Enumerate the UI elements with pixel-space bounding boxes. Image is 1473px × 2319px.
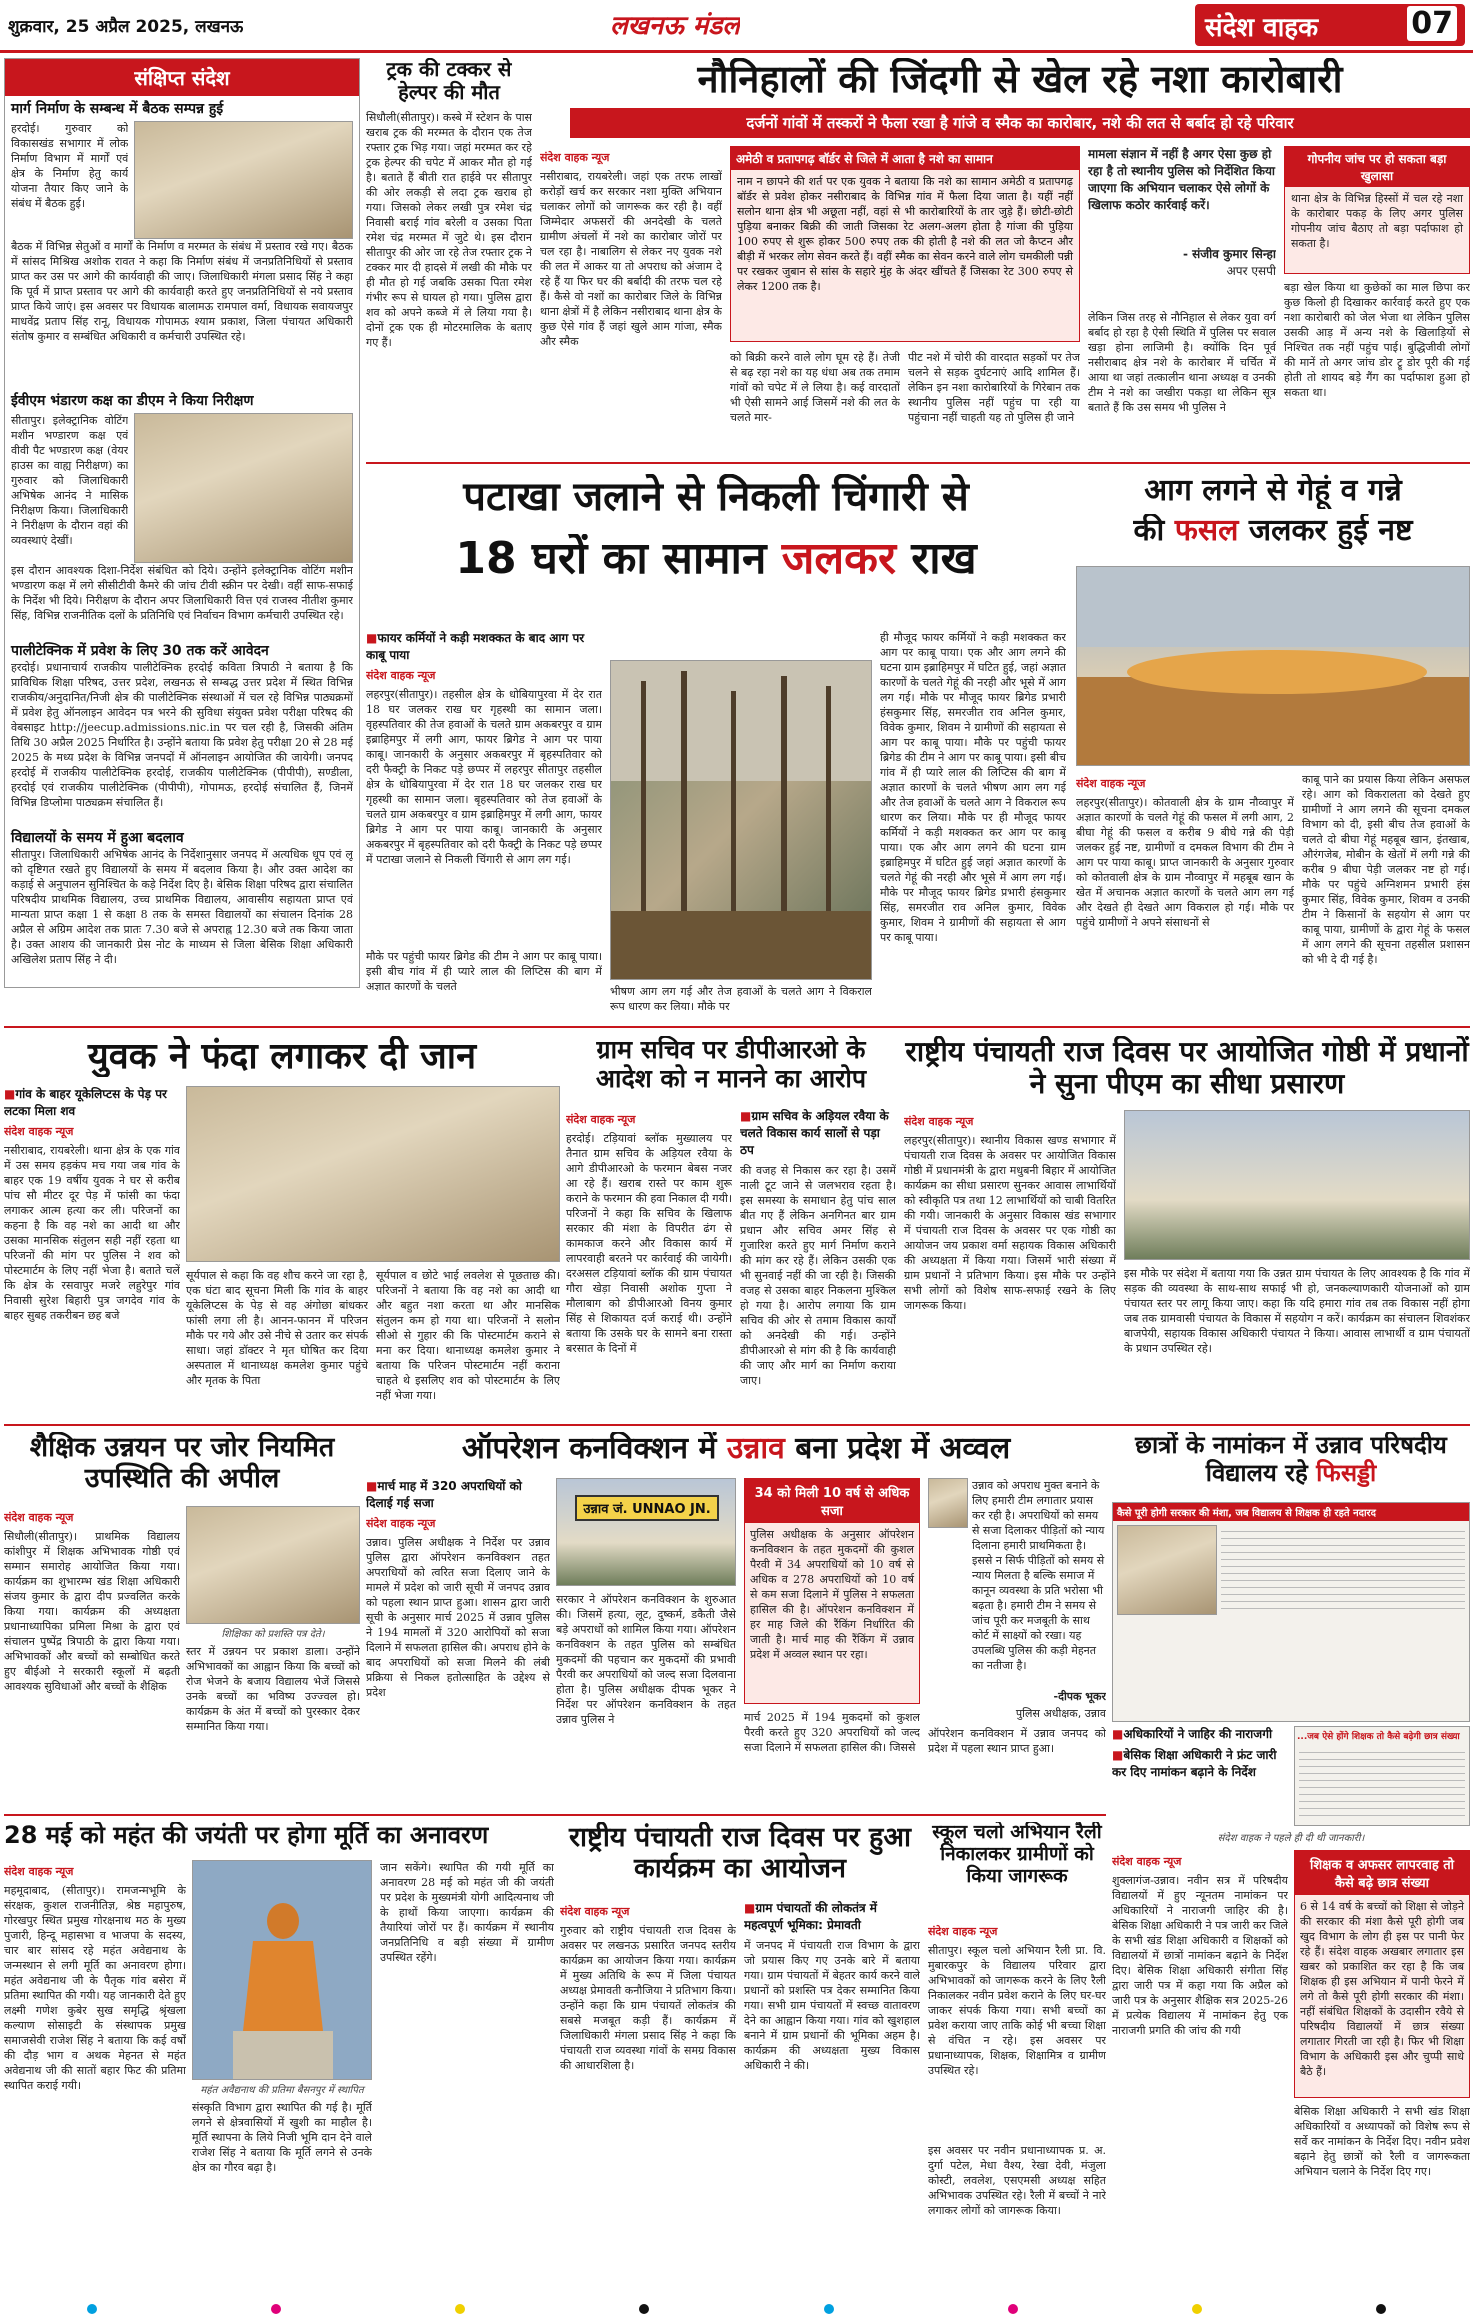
youth-sub: ■ गांव के बाहर यूकेलिप्टस के पेड़ पर लटका मिला शव [4, 1086, 180, 1120]
drug-body5: बड़ा खेल किया था कुछेकों का माल छिपा कर कुछ किलो ही दिखाकर कार्रवाई करते हुए एक नशा कारोबारी को जेल भेजा था लेकिन पुलिस उसकी आड़ में अन्य नशे के खिलाड़ियों से निश्चित तक नहीं पहुंच पाई। बुद्धिजीवी लोगों की मानें तो अगर जांच डोर ट्रू डोर पूरी की गई होती तो शायद बड़े गैंग का पर्दाफाश हुआ हो सकता था। [1284, 281, 1470, 399]
brief-header: संक्षिप्त संदेश [5, 59, 359, 96]
operation-quote-box [928, 1478, 1106, 1808]
fire1-caption: भीषण आग लग गई और तेज हवाओं के चलते आग ने विकराल रूप धारण कर लिया। मौके पर [610, 985, 872, 1013]
truck-headline: ट्रक की टक्कर से हेल्पर की मौत [386, 58, 512, 104]
divider-3 [4, 1424, 1470, 1426]
fire1-photo [610, 660, 872, 980]
operation-box [744, 1478, 920, 1704]
youth-col1 [4, 1086, 180, 1416]
school-headline: स्कूल चलो अभियान रैली निकालकर ग्रामीणों को किया जागरूक [932, 1822, 1102, 1887]
clip2-text-lines [1299, 1746, 1465, 1816]
fire1-headline-2c: राख [895, 534, 977, 584]
gram-body1: हरदोई। टड़ियावां ब्लॉक मुख्यालय पर तैनात ग्राम सचिव के अड़ियल रवैया के आगे डीपीआरओ के फरमान बेबस नजर आ रहे हैं। खराब रास्ते पर काम शुरू कराने के फरमान की हवा निकाल दी गयी। परिजनों ने कहा कि सचिव के खिलाफ सरकार की मंशा के विपरीत ढंग से कामकाज करने और विकास कार्य में लापरवाही बरतने पर कार्रवाई की जायेगी। दरअसल टड़ियावां ब्लॉक की ग्राम पंचायत गौरा खेड़ा निवासी अशोक गुप्ता ने मौलाबाग को डीपीआरओ विनय कुमार सिंह से शिकायत दर्ज कराई थी। उन्होंने बताया कि उसके घर के सामने बना रास्ता बरसात के दिनों में [566, 1132, 732, 1355]
students-col1 [1112, 1850, 1288, 2300]
sp-portrait [928, 1478, 968, 1528]
reg-dot [271, 2304, 281, 2314]
panchayat1-photo [1124, 1110, 1470, 1260]
panchayat1-body1: लहरपुर(सीतापुर)। स्थानीय विकास खण्ड सभागार में पंचायती राज दिवस के अवसर पर आयोजित विकास गोष्ठी में प्रधानमंत्री के द्वारा मधुबनी बिहार में आयोजित कार्यक्रम का सीधा प्रसारण सुनकर आवास लाभार्थियों को स्वीकृति पत्र तथा 12 लाभार्थियों को चाबी वितरित की गयी। जानकारी के अनुसार विकास खंड सभागार में पंचायती राज दिवस के अवसर पर एक गोष्ठी का आयोजन जय प्रकाश वर्मा सहायक विकास अधिकारी की अध्यक्षता में किया गया। जिसमें भारी संख्या में ग्राम प्रधानों ने प्रतिभाग किया। इस मौके पर उन्होंने सभी लोगों को विशेष साफ-सफाई रखने के लिए जागरूक किया। [904, 1134, 1116, 1312]
panchayat2-body1: गुरुवार को राष्ट्रीय पंचायती राज दिवस के अवसर पर लखनऊ प्रसारित जनपद स्तरीय कार्यक्रम का आयोजन किया गया। कार्यक्रम में मुख्य अतिथि के रूप में जिला पंचायत अध्यक्ष प्रेमावती कनौजिया ने प्रतिभाग किया। उन्होंने कहा कि ग्राम पंचायतें लोकतंत्र की सबसे मजबूत कड़ी हैं। कार्यक्रम में जिलाधिकारी मंगला प्रसाद सिंह ने कहा कि पंचायती राज व्यवस्था गांवों के समग्र विकास की आधारशिला है। [560, 1924, 736, 2072]
edu-body2: स्तर में उन्नयन पर प्रकाश डाला। उन्होंने अभिभावकों का आह्वान किया कि बच्चों को रोज भेजने के बजाय विद्यालय भेजें जिससे उनके बच्चों का भविष्य उज्ज्वल हो। कार्यक्रम के अंत में बच्चों को पुरस्कार देकर सम्मानित किया गया। [186, 1645, 360, 1733]
operation-headline [366, 1432, 1106, 1467]
drug-body4: लेकिन जिस तरह से नौनिहाल से लेकर युवा वर्ग बर्बाद हो रहा है ऐसी स्थिति में पुलिस पर सवाल खड़ा होना लाजिमी है। क्योंकि दिन पूर्व नसीराबाद क्षेत्र नशे के कारोबार में चर्चित में आया था जहां तत्कालीन थाना अध्यक्ष व उनकी टीम ने नशे का जखीरा पकड़ा था लेकिन सूत्र बताते हैं कि उस समय भी पुलिस ने [1088, 311, 1276, 414]
clip-photo-1 [1117, 1525, 1217, 1615]
paper-name: संदेश वाहक [1205, 13, 1319, 43]
paper-name-badge [1195, 4, 1465, 46]
fire1-body2: मौके पर पहुंची फायर ब्रिगेड की टीम ने आग पर काबू पाया। इसी बीच गांव में ही प्यारे लाल की लिप्टिस की बाग में अज्ञात कारणों के चलते [366, 950, 602, 993]
brief-item2-lead: सीतापुर। इलेक्ट्रानिक वोटिंग मशीन भण्डारण कक्ष एवं वीवी पैट भण्डारण कक्ष (वेयर हाउस का वाह्य निरीक्षण) का गुरुवार को जिलाधिकारी अभिषेक आनंद ने मासिक निरीक्षण किया। जिलाधिकारी ने निरीक्षण के दौरान वहां की व्यवस्थाएं देखीं। [11, 414, 129, 547]
school-body1: सीतापुर। स्कूल चलो अभियान रैली प्रा. वि. मुबारकपुर के विद्यालय परिवार द्वारा अभिभावकों को जागरूक करने के लिए रैली निकालकर नवीन प्रवेश कराने के लिए घर-घर जाकर संपर्क किया गया। सभी बच्चों का प्रवेश कराया जाए ताकि कोई भी बच्चा शिक्षा से वंचित न रहे। इस अवसर पर प्रधानाध्यापक, शिक्षक, शिक्षामित्र व ग्रामीण उपस्थित रहे। [928, 1944, 1106, 2077]
date-line: शुक्रवार, 25 अप्रैल 2025, लखनऊ [8, 17, 244, 37]
reg-dot [824, 2304, 834, 2314]
students-headline [1112, 1432, 1470, 1487]
operation-quote-role: पुलिस अधीक्षक, उन्नाव [1015, 1707, 1106, 1720]
drug-col1 [540, 146, 722, 456]
operation-col1 [366, 1478, 550, 1808]
gram-headline: ग्राम सचिव पर डीपीआरओ के आदेश को न मानने का आरोप [595, 1036, 867, 1093]
youth-photo [186, 1086, 560, 1262]
edu-body1: सिधौली(सीतापुर)। प्राथमिक विद्यालय कांशीपुर में शिक्षक अभिभावक गोष्ठी एवं सम्मान समारोह आयोजित किया गया। कार्यक्रम का शुभारम्भ खंड शिक्षा अधिकारी संजय कुमार के द्वारा दीप प्रज्वलित करके किया गया। कार्यक्रम की अध्यक्षता प्रधानाध्यापिका प्रमिला मिश्रा के द्वारा एवं संचालन पुष्पेंद्र त्रिपाठी के द्वारा किया गया। अभिभावकों और बच्चों को सम्बोधित करते हुए बीईओ ने सरकारी स्कूलों में बढ़ती आवश्यक सुविधाओं और बच्चों के शैक्षिक [4, 1530, 180, 1693]
clip-text-lines [1221, 1525, 1465, 1615]
operation-headline-red: उन्नाव [726, 1432, 785, 1466]
truck-body: सिधौली(सीतापुर)। कस्बे में स्टेशन के पास खराब ट्रक की मरम्मत के दौरान एक तेज रफ्तार ट्रक भिड़ गया। जहां मरम्मत कर रहे ट्रक हेल्पर की चपेट में आकर मौत हो गई है। बताते हैं बीती रात हाईवे पर सीतापुर की ओर लकड़ी से लदा ट्रक खराब हो गया। जिसको लेकर लखी पुत्र रमेश चंद्र निवासी बराई गांव बरेली व उसका पिता रमेश चंद्र मरम्मत में जुटे थे। इस दौरान सीतापुर की ओर जा रहे तेज रफ्तार ट्रक ने टक्कर मार दी हादसे में लखी की मौके पर ही मौत हो गई जबकि उसका पिता रमेश गंभीर रूप से घायल हो गया। पुलिस द्वारा शव को अपने कब्जे में ले लिया गया है। दोनों ट्रक एक ही मोटरमालिक के बताए गए हैं। [366, 111, 532, 349]
drug-quote: मामला संज्ञान में नहीं है अगर ऐसा कुछ हो रहा है तो स्थानीय पुलिस को निर्देशित किया जाएगा कि अभियान चलाकर ऐसे लोगों के खिलाफ कठोर कार्रवाई करें। [1088, 147, 1276, 212]
drug-callout [730, 146, 1080, 342]
fire2-headline-2a: की [1133, 514, 1175, 548]
students-byline: संदेश वाहक न्यूज [1112, 1855, 1182, 1868]
reg-dot [455, 2304, 465, 2314]
fire2-col1 [1076, 772, 1294, 1020]
panchayat2-body2: में जनपद में पंचायती राज विभाग के द्वारा जो प्रयास किए गए उनके बारे में बताया गया। ग्राम पंचायतों में बेहतर कार्य करने वाले प्रधानों को प्रशस्ति पत्र देकर सम्मानित किया गया। सभी ग्राम पंचायतों में स्वच्छ वातावरण देने का आह्वान किया गया। गांव को खुशहाल बनाने में ग्राम प्रधानों की भूमिका अहम है। कार्यक्रम की अध्यक्षता मुख्य विकास अधिकारी ने की। [744, 1939, 920, 2072]
students-sub-box [1112, 1726, 1288, 1826]
students-body1: शुक्लागंज-उन्नाव। नवीन सत्र में परिषदीय विद्यालयों में हुए न्यूनतम नामांकन पर अधिकारियों ने नाराजगी जाहिर की है। बेसिक शिक्षा अधिकारी ने पत्र जारी कर जिले के सभी खंड शिक्षा अधिकारी व शिक्षकों को विद्यालयों में छात्रों नामांकन बढ़ाने के निर्देश दिए। बेसिक शिक्षा अधिकारी संगीता सिंह द्वारा जारी पत्र में कहा गया कि अप्रैल को जारी पत्र के अनुसार शैक्षिक सत्र 2025-26 में प्रत्येक विद्यालय में नामांकन हेतु एक नाराजगी प्रगति की जांच की गयी [1112, 1874, 1288, 2037]
youth-headline: युवक ने फंदा लगाकर दी जान [87, 1036, 477, 1077]
reg-dot [1192, 2304, 1202, 2314]
operation-box-title: 34 को मिली 10 वर्ष से अधिक सजा [745, 1479, 919, 1523]
fire1-body1: लहरपुर(सीतापुर)। तहसील क्षेत्र के धोबियापुरवा में देर रात 18 घर जलकर राख घर गृहस्थी का सामान जला। वृहस्पतिवार की तेज हवाओं के चलते ग्राम अकबरपुर व ग्राम इब्राहिमपुर में लगी आग, फायर ब्रिगेड ने आग पर पाया काबू। जानकारी के अनुसार अकबरपुर में बृहस्पतिवार को दरी फैक्ट्री के निकट पड़े छप्पर में लहरपुर सीतापुर तहसील क्षेत्र के धोबियापुरवा में देर रात 18 घर जलकर राख घर गृहस्थी का सामान जला। बृहस्पतिवार को तेज हवाओं के चलते ग्राम अकबरपुर व ग्राम इब्राहिमपुर में लगी आग, फायर ब्रिगेड ने आग पर पाया काबू। जानकारी के अनुसार अकबरपुर में बृहस्पतिवार को दरी फैक्ट्री के निकट पड़े छप्पर में पटाखा जलाने से निकली चिंगारी से आग लग गई। [366, 688, 602, 866]
brief-item1-lead: हरदोई। गुरुवार को विकासखंड सभागार में लोक निर्माण विभाग में मार्गों एवं क्षेत्र के निर्माण हेतु कार्य योजना तैयार किए जाने के संबंध में बैठक हुई। [11, 122, 129, 210]
edu-photo [186, 1506, 360, 1624]
divider-4 [4, 1814, 1106, 1816]
drug-subhead: दर्जनों गांवों में तस्करों ने फैला रखा है गांजे व स्मैक का कारोबार, नशे की लत से बर्बाद हो रहे परिवार [570, 108, 1470, 138]
panchayat2-col2 [744, 1900, 920, 2300]
brief-item3-body: हरदोई। प्रधानाचार्य राजकीय पालीटेक्निक हरदोई कविता त्रिपाठी ने बताया है कि प्राविधिक शिक्षा परिषद, उत्तर प्रदेश, लखनऊ से सम्बद्ध उत्तर प्रदेश में स्थित विभिन्न राजकीय/अनुदानित/निजी क्षेत्र की पालीटेक्निक संस्थाओं में चल रहे विभिन्न पाठ्यक्रमों में प्रवेश हेतु ऑनलाइन आवेदन पत्र भरने की सुविधा संयुक्त प्रवेश परीक्षा परिषद की वेबसाइट http://jeecup.admissions.nic.in पर चल रही है, जिसकी अंतिम तिथि 30 अप्रैल 2025 निर्धारित है। उन्होंने बताया कि प्रवेश हेतु परीक्षा 20 से 28 मई 2025 के मध्य प्रदेश के विभिन्न जनपदों में ऑनलाइन आयोजित की जायेगी। जनपद हरदोई में राजकीय पालीटेक्निक हरदोई, राजकीय पालीटेक्निक (पीपीपी), सण्डीला, हरदोई एवं राजकीय पालीटेक्निक (पीपीपी), गोपामऊ, हरदोई संचालित हैं, जिनमें विभिन्न डिप्लोमा पाठ्यक्रम संचालित हैं। [11, 661, 353, 809]
drug-headline: नौनिहालों की जिंदगी से खेल रहे नशा कारोबारी [697, 58, 1343, 101]
station-photo [556, 1478, 736, 1586]
drug-byline: संदेश वाहक न्यूज [540, 151, 610, 164]
reg-dot [1376, 2304, 1386, 2314]
gram-col2 [740, 1108, 896, 1418]
drug-quote-box [1088, 146, 1276, 306]
statue-body1: महमूदाबाद, (सीतापुर)। रामजन्मभूमि के संरक्षक, कुशल राजनीतिज्ञ, श्रेष्ठ महापुरुष, गोरखपुर स्थित प्रमुख गोरक्षनाथ मठ के मुख्य पुजारी, हिन्दू महासभा व भाजपा के सदस्य, चार बार सांसद रहे महंत अवेद्यनाथ के जन्मस्थान से लगी मूर्ति का अनावरण होगा। महंत अवेद्यनाथ जी के पैतृक गांव बसेरा में प्रतिमा स्थापित की गयी। यह जानकारी देते हुए लक्ष्मी गणेश कुबेर सुख समृद्धि श्रृंखला कल्याण सोसाइटी के संस्थापक प्रमुख समाजसेवी राजेश सिंह ने बताया कि कई वर्षों की दौड़ भाग व अथक मेहनत से महंत अवेद्यनाथ जी की सातों बहार फिट की प्रतिमा स्थापित कराई गयी। [4, 1884, 186, 2092]
students-clip-head: कैसे पूरी होगी सरकार की मंशा, जब विद्यालय से शिक्षक ही रहते नदारद [1113, 1503, 1469, 1521]
drug-callout-body: नाम न छापने की शर्त पर एक युवक ने बताया कि नशे का सामान अमेठी व प्रतापगढ़ बॉर्डर से प्रवेश होकर नसीराबाद के विभिन्न गांव में फैला दिया जाता है। यहीं नहीं सलोन थाना क्षेत्र भी अछूता नहीं, वहां से भी कारोबारियों के तार जुड़े हैं। छोटी-छोटी पुड़िया बनाकर बिक्री की जाती जिसका रेट अलग-अलग होता है गांजा की पुड़िया 100 रुपए से शुरू होकर 500 रुपए तक की होती है नशे की लत जो कैप्टन और बीड़ी में भरकर लोग सेवन करते हैं। वहीं स्मैक का सेवन करने वाले लोग चमकीली पन्नी पर रखकर जुबान से सांस के सहारे मुंह के अंदर खींचते हैं जिसका रेट 300 रुपए से लेकर 1200 तक है। [737, 175, 1073, 293]
school-body2: इस अवसर पर नवीन प्रधानाध्यापक प्र. अ. दुर्गा पटेल, मेधा वैश्य, रेखा देवी, मंजुला कोस्टी, लवलेश, एसएमसी अध्यक्ष सहित अभिभावक उपस्थित रहे। रैली में बच्चों ने नारे लगाकर लोगों को जागरूक किया। [928, 2144, 1106, 2217]
operation-headline-a: ऑपरेशन कनविक्शन में [461, 1432, 727, 1466]
brief-item2-body: इस दौरान आवश्यक दिशा-निर्देश संबंधित को दिये। उन्होंने इलेक्ट्रानिक वोटिंग मशीन भण्डारण कक्ष में लगे सीसीटीवी कैमरे की जांच टीवी स्क्रीन पर देखी। वहीं साफ-सफाई के निर्देश भी दिये। निरीक्षण के दौरान अपर जिलाधिकारी वित्त एवं राजस्व नीतीश कुमार सिंह, विभिन्न राजनीतिक दलों के प्रतिनिधि एवं निर्वाचन विभाग कर्मचारी उपस्थित रहे। [11, 564, 353, 622]
gram-byline: संदेश वाहक न्यूज [566, 1113, 636, 1126]
brief-item3-title: पालीटेक्निक में प्रवेश के लिए 30 तक करें आवेदन [11, 643, 269, 659]
operation-headline-b: बना प्रदेश में अव्वल [784, 1432, 1011, 1466]
students-clip-caption: संदेश वाहक ने पहले ही दी थी जानकारी। [1217, 1833, 1365, 1844]
panchayat1-byline: संदेश वाहक न्यूज [904, 1115, 974, 1128]
drug-body1: नसीराबाद, रायबरेली। जहां एक तरफ लाखों करोड़ों खर्च कर सरकार नशा मुक्ति अभियान चलाकर लोगों को जागरूक कर रही है। वहीं जिम्मेदार अफसरों की अनदेखी के चलते ग्रामीण अंचलों में नशे का कारोबार जोरों पर चल रहा है। नाबालिग से लेकर नए युवक नशे की लत में आकर या तो अपराध को अंजाम दे रहे हैं या फिर घर की बर्बादी की तरफ चल रहे हैं। कैसे वो नशों का कारोबार जिले के विभिन्न थाना क्षेत्रों में है लेकिन नसीराबाद थाना क्षेत्र के कुछ ऐसे गांव हैं जहां खुले आम गांजा, स्मैक और स्मैक [540, 170, 722, 348]
fire2-photo [1076, 566, 1470, 766]
operation-body2: सरकार ने ऑपरेशन कनविक्शन के शुरुआत की। जिसमें हत्या, लूट, दुष्कर्म, डकैती जैसे बड़े अपराधों को शामिल किया गया। ऑपरेशन कनविक्शन के तहत पुलिस को सम्बंधित मुकदमों की पहचान कर मुकदमों की प्रभावी पैरवी कर अपराधियों को जल्द सजा दिलवाना होता है। पुलिस अधीक्षक दीपक भूकर ने निर्देश पर ऑपरेशन कनविक्शन के तहत उन्नाव पुलिस ने [556, 1593, 736, 1726]
reg-dot [87, 2304, 97, 2314]
drug-quote-role: अपर एसपी [1226, 264, 1276, 278]
page-number: 07 [1407, 6, 1457, 41]
panchayat2-byline: संदेश वाहक न्यूज [560, 1905, 630, 1918]
operation-sub: ■ मार्च माह में 320 अपराधियों को दिलाई गई सजा [366, 1478, 550, 1512]
brief-item4-body: सीतापुर। जिलाधिकारी अभिषेक आनंद के निर्देशानुसार जनपद में अत्यधिक धूप एवं लू को दृष्टिगत रखते हुए विद्यालयों के समय में बदलाव किया है। और उक्त आदेश का कड़ाई से अनुपालन सुनिश्चित के कड़े निर्देश दिए है। बेसिक शिक्षा परिषद द्वारा संचालित परिषदीय प्राथमिक विद्यालय, उच्च प्राथमिक विद्यालय, आवासीय सहायता प्राप्त एवं मान्यता प्राप्त कक्षा 1 से कक्षा 8 तक के समस्त विद्यालयों का संचालन दिनांक 28 अप्रैल से अग्रिम आदेश तक प्रातः 7.30 बजे से अपराह्न 12.30 बजे तक किया जाता है। उक्त आशय की जानकारी प्रेस नोट के माध्यम से जिला बेसिक शिक्षा अधिकारी अखिलेश प्रताप सिंह ने दी। [11, 848, 353, 966]
students-box [1294, 1850, 1470, 2098]
students-clipping [1112, 1502, 1470, 1722]
drug-quote-name: - संजीव कुमार सिन्हा [1182, 247, 1276, 261]
school-col [928, 1920, 1106, 2300]
fire1-body3: ही मौजूद फायर कर्मियों ने कड़ी मशक्कत कर आग पर काबू पाया। एक और आग लगने की घटना ग्राम इब्राहिमपुर में घटित हुई, जहां अज्ञात कारणों के चलते गेहूं की नरही और भूसे में आग लग गई। मौके पर मौजूद फायर ब्रिगेड प्रभारी हंसकुमार सिंह, समरजीत राव अनिल कुमार, विवेक कुमार, शिवम ने ग्रामीणों की सहायता से आग पर काबू पाया। मौके पर पहुंची फायर ब्रिगेड की टीम ने आग पर काबू पाया। इसी बीच गांव में ही प्यारे लाल की लिप्टिस की बाग में अज्ञात कारणों के चलते भीषण आग लग गई और तेज हवाओं के चलते आग ने विकराल रूप धारण कर लिया। मौके पर ही मौजूद फायर कर्मियों ने कड़ी मशक्कत कर आग पर काबू पाया। एक और आग लगने की घटना ग्राम इब्राहिमपुर में घटित हुई जहां अज्ञात कारणों के चलते गेहूं की नरही और भूसे में आग लग गई। मौके पर मौजूद फायर ब्रिगेड प्रभारी हंसकुमार सिंह, समरजीत राव अनिल कुमार, विवेक कुमार, शिवम ने ग्रामीणों की सहायता से आग पर काबू पाया। [880, 631, 1066, 944]
edu-col1 [4, 1506, 180, 1806]
students-headline-red: फिसड्डी [1316, 1458, 1377, 1487]
statue-caption: महंत अवैद्यनाथ की प्रतिमा बैसनपुर में स्थापित [200, 2085, 364, 2096]
students-sub1: ■ अधिकारियों ने जाहिर की नाराजगी [1112, 1726, 1288, 1743]
fire1-byline: संदेश वाहक न्यूज [366, 669, 436, 682]
youth-byline: संदेश वाहक न्यूज [4, 1125, 74, 1138]
drug-callout-title: अमेठी व प्रतापगढ़ बॉर्डर से जिले में आता है नशे का सामान [731, 147, 1079, 170]
statue-col1 [4, 1860, 186, 2300]
edu-caption: शिक्षिका को प्रशस्ति पत्र देते। [221, 1629, 325, 1640]
brief-item2-title: ईवीएम भंडारण कक्ष का डीएम ने किया निरीक्षण [11, 393, 254, 409]
registration-marks [0, 2304, 1473, 2316]
panchayat2-col1 [560, 1900, 736, 2300]
students-clip2-head: ...जब ऐसे होंगे शिक्षक तो कैसे बढ़ेगी छात्र संख्या [1297, 1732, 1460, 1742]
evm-photo [134, 413, 353, 563]
edu-byline: संदेश वाहक न्यूज [4, 1511, 74, 1524]
fire2-byline: संदेश वाहक न्यूज [1076, 777, 1146, 790]
brief-item1-body: बैठक में विभिन्न सेतुओं व मार्गों के निर्माण व मरम्मत के संबंध में प्रस्ताव रखे गए। बैठक में सांसद मिश्रिख अशोक रावत ने कहा कि निर्माण संबंध में जनप्रतिनिधियों से प्रस्ताव प्राप्त कर उस पर आगे की कार्यवाही की जाए। जिलाधिकारी मंगला प्रसाद सिंह ने कहा कि पूर्व में प्राप्त प्रस्ताव पर आगे की कार्यवाही करते हुए जनप्रतिनिधियों से नये प्रस्ताव प्राप्त किये जाएं। इस अवसर पर विधायक बालामऊ रामपाल वर्मा, विधायक सवायजपुर माधवेंद्र प्रताप सिंह रानू, विधायक गोपामऊ श्याम प्रकाश, जिला पंचायत अधिकारी संतोष कुमार व सम्बंधित अधिकारी व कर्मचारी उपस्थित रहे। [11, 240, 353, 343]
fire2-body2: काबू पाने का प्रयास किया लेकिन असफल रहे। आग को विकरालता को देखते हुए ग्रामीणों ने आग लगने की सूचना दमकल विभाग को दी, इसी बीच तेज हवाओं के चलते दो बीघा गेहूं महबूब खान, इंतखाब, औरंगजेब, मोबीन के खेतों में लगी गन्ने की करीब 9 बीघा पेड़ी जलकर नष्ट हो गई। मौके पर पहुंचे अग्निशमन प्रभारी हंस कुमार सिंह, विवेक कुमार, शिवम व उनकी टीम ने किसानों के सहयोग से आग पर काबू पाया, ग्रामीणों के द्वारा गेहूं के फसल में आग लगने की सूचना तहसील प्रशासन को भी दे दी गई है। [1302, 773, 1470, 966]
fire2-headline-2c: जलकर हुई नष्ट [1238, 514, 1413, 548]
statue-body2: संस्कृति विभाग द्वारा स्थापित की गई है। मूर्ति लगने से क्षेत्रवासियों में खुशी का माहौल है। मूर्ति स्थापना के लिये निजी भूमि दान देने वाले राजेश सिंह ने बताया कि मूर्ति लगने से उनके क्षेत्र का गौरव बढ़ा है। [192, 2101, 372, 2174]
drug-body3: पीट नशे में चोरी की वारदात सड़कों पर तेज चलने से सड़क दुर्घटनाएं आदि शामिल हैं। लेकिन इन नशा कारोबारियों के गिरेबान तक स्थानीय पुलिस नहीं पहुंच पा रही या पहुंचाना नहीं चाहती यह तो पुलिस ही जाने [908, 351, 1080, 424]
truck-article [366, 58, 532, 458]
operation-box-body: पुलिस अधीक्षक के अनुसार ऑपरेशन कनविक्शन के तहत मुकदमों की कुशल पैरवी में 34 अपराधियों को 10 वर्ष से अधिक व 278 अपराधियों को 10 वर्ष से कम सजा दिलाने में पुलिस ने सफलता हासिल की है। ऑपरेशन कनविक्शन में हर माह जिले की रैंकिंग निर्धारित की जाती है। मार्च माह की रैंकिंग में उन्नाव प्रदेश में अव्वल स्थान पर रहा। [750, 1528, 914, 1661]
brief-item1-title: मार्ग निर्माण के सम्बन्ध में बैठक सम्पन्न हुई [11, 101, 224, 117]
fire2-headline-red: फसल [1174, 514, 1239, 548]
fire2-headline-2 [1076, 514, 1470, 549]
drug-side-box [1284, 146, 1470, 274]
panchayat1-headline: राष्ट्रीय पंचायती राज दिवस पर आयोजित गोष्ठी में प्रधानों ने सुना पीएम का सीधा प्रसारण [905, 1036, 1469, 1101]
operation-quote: उन्नाव को अपराध मुक्त बनाने के लिए हमारी टीम लगातार प्रयास कर रही है। अपराधियों को समय से सजा दिलाकर पीड़ितों को न्याय दिलाना हमारी प्राथमिकता है। इससे न सिर्फ पीड़ितों को समय से न्याय मिलता है बल्कि समाज में कानून व्यवस्था के प्रति भरोसा भी बढ़ता है। हमारी टीम ने समय से जांच पूरी कर मजबूती के साथ कोर्ट में साक्ष्यों को रखा। यह उपलब्धि पुलिस की कड़ी मेहनत का नतीजा है। [972, 1479, 1105, 1672]
reg-dot [639, 2304, 649, 2314]
students-body2: बेसिक शिक्षा अधिकारी ने सभी खंड शिक्षा अधिकारियों व अध्यापकों को विशेष रूप से सर्वे कर नामांकन के निर्देश दिए। नवीन प्रवेश बढ़ाने हेतु छात्रों को रैली व जागरूकता अभियान चलाने के निर्देश दिए गए। [1294, 2105, 1470, 2178]
statue-illustration [193, 1861, 372, 2080]
brief-item4-title: विद्यालयों के समय में हुआ बदलाव [11, 830, 184, 846]
gram-sub: ■ ग्राम सचिव के अड़ियल रवैया के चलते विकास कार्य सालों से पड़ा ठप [740, 1108, 896, 1159]
students-box-body: 6 से 14 वर्ष के बच्चों को शिक्षा से जोड़ने की सरकार की मंशा कैसे पूरी होगी जब खुद विभाग के लोग ही इस पर पानी फेर रहे हैं। संदेश वाहक अखबार लगातार इस खबर को प्रकाशित कर रहा है कि जब शिक्षक ही इस अभियान में पानी फेरने में लगे तो कैसे पूरी होगी सरकार की मंशा। नहीं संबंधित शिक्षकों के उदासीन रवैये से परिषदीय विद्यालयों में छात्र संख्या लगातार गिरती जा रही है। फिर भी शिक्षा विभाग के अधिकारी इस और चुप्पी साधे बैठे हैं। [1300, 1900, 1464, 2078]
fire1-col1 [366, 630, 602, 1020]
panchayat2-headline: राष्ट्रीय पंचायती राज दिवस पर हुआ कार्यक्रम का आयोजन [569, 1822, 911, 1885]
edu-headline: शैक्षिक उन्नयन पर जोर नियमित उपस्थिति की अपील [29, 1432, 335, 1495]
fire1-headline-red: जलकर [781, 534, 896, 584]
youth-body2: सूर्यपाल से कहा कि वह शौच करने जा रहा है, एक घंटा बाद सूचना मिली कि गांव के बाहर यूकेलिप्टस के पेड़ से वह अंगोछा बांधकर फांसी लगा ली है। आनन-फानन में परिजन मौके पर गये और उसे नीचे से उतार कर संपर्क साधा। जहां डॉक्टर ने मृत घोषित कर दिया अस्पताल में थानाध्यक्ष कमलेश कुमार पहुंचे और मृतक के पिता [186, 1269, 368, 1387]
tree-smoke-illustration [611, 661, 872, 980]
youth-body3: सूर्यपाल व छोटे भाई लवलेश से पूछताछ की। परिजनों ने बताया कि वह नशे का आदी था और बहुत नशा करता था और मानसिक संतुलन कम हो गया था। परिजनों ने सलोन सीओ से गुहार की कि पोस्टमार्टम कराने से मना कर दिया। थानाध्यक्ष कमलेश कुमार ने बताया कि परिजन पोस्टमार्टम नहीं कराना चाहते थे इसलिए शव को पोस्टमार्टम के लिए नहीं भेजा गया। [376, 1269, 560, 1402]
section-title: लखनऊ मंडल [610, 11, 740, 41]
fire1-headline-2 [366, 534, 1066, 585]
operation-body3: मार्च 2025 में 194 मुकदमों को कुशल पैरवी करते हुए 320 अपराधियों को जल्द सजा दिलाने में सफलता हासिल की। जिससे [744, 1711, 920, 1754]
divider-2 [4, 1026, 1470, 1028]
fire2-body1: लहरपुर(सीतापुर)। कोतवाली क्षेत्र के ग्राम नौव्वापुर में अज्ञात कारणों के चलते गेहूं की फसल में लगी आग, 2 बीघा गेहूं की फसल व करीब 9 बीघे गन्ने की पेड़ी जलकर हुई नष्ट, ग्रामीणों व दमकल विभाग की टीम ने आग पर पाया काबू। प्राप्त जानकारी के अनुसार गुरुवार को कोतवाली क्षेत्र के ग्राम नौव्वापुर में महबूब खान के खेत में अचानक अज्ञात कारणों के चलते आग लग गई और देखते ही देखते आग विकराल हो गई। मौके पर पहुंचे ग्रामीणों ने अपने संसाधनों से [1076, 796, 1294, 929]
operation-quote-name: -दीपक भूकर [1053, 1690, 1106, 1703]
panchayat1-col1 [904, 1110, 1116, 1418]
school-byline: संदेश वाहक न्यूज [928, 1925, 998, 1938]
field-fire-illustration [1077, 567, 1470, 766]
drug-side-body: थाना क्षेत्र के विभिन्न हिस्सों में चल रहे नशा के कारोबार पकड़ के लिए अगर पुलिस गोपनीय जांच बैठाए तो बड़ा पर्दाफाश हो सकता है। [1291, 192, 1463, 250]
brief-column [4, 58, 360, 988]
students-clip2 [1294, 1726, 1470, 1826]
statue-headline: 28 मई को महंत की जयंती पर होगा मूर्ति का अनावरण [4, 1822, 489, 1849]
fire1-sub: ■ फायर कर्मियों ने कड़ी मशक्कत के बाद आग पर काबू पाया [366, 630, 602, 664]
drug-side-title: गोपनीय जांच पर हो सकता बड़ा खुलासा [1285, 147, 1469, 187]
reg-dot [1008, 2304, 1018, 2314]
students-sub2: ■ बेसिक शिक्षा अधिकारी ने फ्रंट जारी कर दिए नामांकन बढ़ाने के निर्देश [1112, 1747, 1288, 1781]
operation-byline: संदेश वाहक न्यूज [366, 1517, 436, 1530]
statue-body3: जान सकेंगे। स्थापित की गयी मूर्ति का अनावरण 28 मई को महंत जी की जयंती पर प्रदेश के मुख्यमंत्री योगी आदित्यनाथ जी के हाथों किया जाएगा। कार्यक्रम की तैयारियां जोरों पर हैं। कार्यक्रम में स्थानीय जनप्रतिनिधि व बड़ी संख्या में ग्रामीण उपस्थित रहेंगे। [380, 1861, 554, 1964]
panchayat1-body2: इस मौके पर संदेश में बताया गया कि उन्नत ग्राम पंचायत के लिए आवश्यक है कि गांव में सड़क की व्यवस्था के साथ-साथ सफाई भी हो, जनकल्याणकारी योजनाओं को ग्राम पंचायत स्तर पर लागू किया जाए। कहा कि यदि हमारा गांव तब तक विकास नहीं होगा जब तक ग्रामवासी पंचायत के विकास में सहयोग न करें। कार्यक्रम का संचालन शिवशंकर बाजपेयी, सहायक विकास अधिकारी पंचायत ने किया। आवास लाभार्थी व ग्राम पंचायतों के प्रधान उपस्थित रहे। [1124, 1267, 1470, 1355]
masthead [0, 0, 1473, 50]
operation-body4: ऑपरेशन कनविक्शन में उन्नाव जनपद को प्रदेश में पहला स्थान प्राप्त हुआ। [928, 1727, 1106, 1755]
statue-byline: संदेश वाहक न्यूज [4, 1865, 74, 1878]
divider-1 [366, 462, 1470, 464]
station-sign: उन्नाव जं. UNNAO JN. [575, 1495, 719, 1521]
statue-photo [192, 1860, 372, 2080]
students-headline-a: छात्रों के नामांकन में उन्नाव परिषदीय विद्यालय रहे [1135, 1432, 1447, 1487]
panchayat2-sub: ■ ग्राम पंचायतों की लोकतंत्र में महत्वपूर्ण भूमिका: प्रेमावती [744, 1900, 920, 1934]
gram-body2: की वजह से निकास कर रहा है। उसमें नाली टूट जाने से जलभराव रहता है। इस समस्या के समाधान हेतु पांच साल बीत गए हैं लेकिन अनगिनत बार ग्राम प्रधान और सचिव अमर सिंह से गुजारिश करते हुए मार्ग निर्माण कराने की मांग कर रहे हैं। लेकिन उसकी एक भी सुनवाई नहीं की जा रही है। जिसकी वजह से उसका बाहर निकलना मुश्किल हो गया है। आरोप लगाया कि ग्राम सचिव की ओर से तमाम विकास कार्यों को अनदेखी की गई। उन्होंने डीपीआरओ से मांग की है कि कार्यवाही की जाए और मार्ग का निर्माण कराया जाए। [740, 1164, 896, 1387]
operation-body1: उन्नाव। पुलिस अधीक्षक ने निर्देश पर उन्नाव पुलिस द्वारा ऑपरेशन कनविक्शन तहत अपराधियों को त्वरित सजा दिलाए जाने के मामले में प्रदेश को जारी सूची में जनपद उन्नाव को पहला स्थान प्राप्त हुआ। शासन द्वारा जारी सूची के अनुसार मार्च 2025 में उन्नाव पुलिस ने 194 मामलों में 320 आरोपियों को सजा दिलाने में सफलता हासिल की। अपराध होने के बाद अपराधियों को सजा मिलने की लंबी प्रक्रिया से निकल हतोत्साहित के उद्देश्य से प्रदेश [366, 1536, 550, 1699]
youth-body1: नसीराबाद, रायबरेली। थाना क्षेत्र के एक गांव में उस समय हड़कंप मच गया जब गांव के बाहर एक 19 वर्षीय युवक ने घर से करीब पांच सौ मीटर दूर पेड़ में फांसी का फंदा लगाकर आत्म हत्या कर ली। परिजनों का कहना है कि वह नशे का आदी था और उसका मानसिक संतुलन सही नहीं रहता था परिजनों की मांग पर पुलिस ने शव को पोस्टमार्टम के लिए नहीं भेजा है। बताते चलें कि क्षेत्र के रसवापुर मजरे लहुरेपुर गांव निवासी सुरेश बिहारी पुत्र जगदेव गांव के बाहर सुबह तकरीबन छह बजे [4, 1144, 180, 1322]
gram-col1 [566, 1108, 732, 1418]
students-box-title: शिक्षक व अफसर लापरवाह तो कैसे बढ़े छात्र संख्या [1295, 1851, 1469, 1895]
fire2-headline-1: आग लगने से गेहूं व गन्ने [1144, 474, 1402, 508]
fire1-headline-1: पटाखा जलाने से निकली चिंगारी से [463, 474, 969, 520]
meeting-photo [134, 121, 353, 239]
fire1-headline-2a: 18 घरों का सामान [455, 534, 782, 584]
masthead-rule [0, 50, 1473, 53]
drug-body2: को बिक्री करने वाले लोग घूम रहे हैं। तेजी से बढ़ रहा नशे का यह धंधा अब तक तमाम गांवों को चपेट में ले लिया है। कई वारदातों भी ऐसी सामने आई जिसमें नशे की लत के चलते मार- [730, 351, 900, 424]
